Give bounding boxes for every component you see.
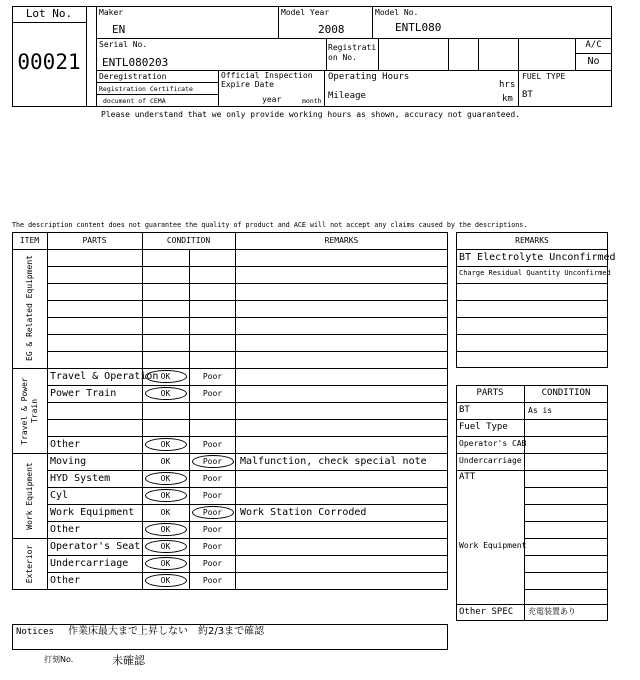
model-year-value: 2008 [318,23,345,36]
row-divider [456,283,608,284]
row-divider [47,436,448,437]
row-divider [47,402,448,403]
registration-label: Registrati on No. [328,43,377,62]
part-label: Other [50,439,81,450]
part-label: Other [50,575,81,586]
row-divider [47,385,448,386]
notices-text: 作業床最大まで上昇しない 約2/3まで確認 [68,626,265,637]
row-divider [456,351,608,352]
hrs-label: hrs [499,80,516,90]
selected-circle [145,574,187,587]
poor-option[interactable]: Poor [202,389,223,398]
row-divider [456,470,608,471]
row-divider [47,351,448,352]
fuel-type-value: BT [522,90,533,100]
row-divider [47,555,448,556]
remark-line-1: BT Electrolyte Unconfirmed [459,252,616,263]
ok-option[interactable]: OK [160,542,171,551]
divider [448,38,449,70]
ok-option[interactable]: OK [160,491,171,500]
part-label: Operator's Seat [50,541,141,552]
poor-option[interactable]: Poor [202,491,223,500]
row-divider [47,470,448,471]
row-divider [456,453,608,454]
poor-option[interactable]: Poor [202,457,223,466]
row-divider [47,266,448,267]
section-eg-related: EG & Related Equipment [25,255,34,361]
right-part-other-spec: Other SPEC [459,607,514,617]
part-label: Travel & Operation [50,371,159,382]
row-divider [456,300,608,301]
row-divider [524,555,608,556]
right-part-att: ATT [459,472,476,482]
selected-circle [145,557,187,570]
ok-option[interactable]: OK [160,457,171,466]
selected-circle [145,523,187,536]
ok-option[interactable]: OK [160,525,171,534]
lot-value: 00021 [17,50,81,74]
row-divider [456,334,608,335]
divider [324,70,325,107]
maker-label: Maker [99,8,124,17]
divider [12,368,448,369]
right-part-fuel-type: Fuel Type [459,422,508,432]
condition-table [12,232,448,590]
operating-hours-label: Operating Hours [328,72,410,82]
selected-circle [145,540,187,553]
section-travel-power: Travel & Power Train [20,377,39,445]
poor-option[interactable]: Poor [202,576,223,585]
item-header: ITEM [19,236,40,245]
condition-header: CONDITION [166,236,211,245]
poor-option[interactable]: Poor [202,440,223,449]
divider [47,232,48,590]
divider [96,6,97,107]
remark-text: Work Station Corroded [240,507,367,518]
poor-option[interactable]: Poor [202,372,223,381]
divider [86,6,87,107]
row-divider [524,589,608,590]
row-divider [524,572,608,573]
deregistration-label: Deregistration [99,72,167,81]
selected-circle [145,472,187,485]
row-divider [47,504,448,505]
part-label: Work Equipment [50,507,135,518]
divider [278,6,279,38]
right-condition-bt: As is [528,406,553,415]
poor-option[interactable]: Poor [202,525,223,534]
row-divider [47,521,448,522]
row-divider [524,521,608,522]
row-divider [47,300,448,301]
ok-option[interactable]: OK [160,440,171,449]
registration-certificate-label: Registration Certificate [99,85,193,93]
ok-option[interactable]: OK [160,389,171,398]
selected-circle [145,387,187,400]
right-condition-header: CONDITION [541,388,591,398]
divider [378,38,379,70]
serial-label: Serial No. [99,40,148,49]
maker-value: EN [112,23,126,36]
ok-option[interactable]: OK [160,508,171,517]
row-divider [47,419,448,420]
remarks-header: REMARKS [324,236,359,245]
model-no-value: ENTL080 [395,21,442,34]
right-part-operators-cab: Operator's CAB [459,439,527,448]
divider [96,38,612,39]
divider [96,82,218,83]
row-divider [456,436,608,437]
right-parts-table [456,385,608,621]
ok-option[interactable]: OK [160,576,171,585]
divider [96,94,218,95]
row-divider [47,334,448,335]
inspection-label: Official Inspection Expire Date [221,71,313,89]
model-year-label: Model Year [281,8,330,17]
right-part-undercarriage: Undercarriage [459,456,522,465]
part-label: Moving [50,456,87,467]
section-work-equipment: Work Equipment [25,462,34,530]
notices-label: Notices [16,627,54,637]
divider [456,249,608,250]
row-divider [524,538,608,539]
part-label: Undercarriage [50,558,129,569]
km-label: km [502,94,513,104]
row-divider [456,419,608,420]
row-divider [524,487,608,488]
ok-option[interactable]: OK [160,474,171,483]
divider [518,38,519,107]
poor-option[interactable]: Poor [202,542,223,551]
divider [575,53,612,54]
part-label: Other [50,524,81,535]
selected-circle [145,489,187,502]
divider [372,6,373,38]
model-no-label: Model No. [375,8,419,17]
cema-label: document of CEMA [103,97,166,105]
divider [12,453,448,454]
selected-circle [145,370,187,383]
right-part-bt: BT [459,405,470,415]
divider [218,70,219,107]
poor-option[interactable]: Poor [202,508,223,517]
right-parts-header: PARTS [476,388,504,398]
row-divider [47,487,448,488]
part-label: HYD System [50,473,111,484]
poor-option[interactable]: Poor [202,474,223,483]
row-divider [47,572,448,573]
remark-text: Malfunction, check special note [240,456,427,467]
stamp-value: 未確認 [112,654,145,667]
fuel-type-label: FUEL TYPE [522,72,566,81]
divider [12,22,86,23]
divider [235,232,236,590]
row-divider [456,266,608,267]
divider [96,70,612,71]
poor-option[interactable]: Poor [202,559,223,568]
ac-value: No [587,56,600,67]
divider [478,38,479,70]
year-label: year [262,95,282,104]
part-label: Cyl [50,490,69,501]
selected-circle [192,506,234,519]
right-condition-other-spec: 充電装置あり [528,607,576,616]
divider [524,385,525,621]
row-divider [456,402,608,403]
hours-note: Please understand that we only provide working hours as shown, accuracy not guaranteed. [101,110,521,119]
right-part-work-equipment: Work Equipment [459,541,527,550]
part-label: Power Train [50,388,117,399]
divider [12,538,448,539]
stamp-label: 打刻No. [44,655,74,664]
lot-label: Lot No. [25,7,73,20]
row-divider [456,317,608,318]
month-label: month [302,97,322,105]
selected-circle [192,455,234,468]
ac-label: A/C [585,40,602,50]
row-divider [524,504,608,505]
selected-circle [145,438,187,451]
remark-line-2: Charge Residual Quantity Unconfirmed [459,269,611,277]
divider [12,249,448,250]
ok-option[interactable]: OK [160,559,171,568]
section-exterior: Exterior [25,544,34,584]
ok-option[interactable]: OK [160,372,171,381]
parts-header: PARTS [82,236,107,245]
disclaimer: The description content does not guarantee the quality of product and ACE will not accept any claims caused by the descriptions. [12,221,528,229]
serial-value: ENTL080203 [102,56,169,69]
row-divider [47,283,448,284]
divider [326,38,327,70]
right-remarks-header: REMARKS [515,236,549,245]
row-divider [456,604,608,605]
mileage-label: Mileage [328,91,366,101]
divider [142,232,143,590]
row-divider [47,317,448,318]
